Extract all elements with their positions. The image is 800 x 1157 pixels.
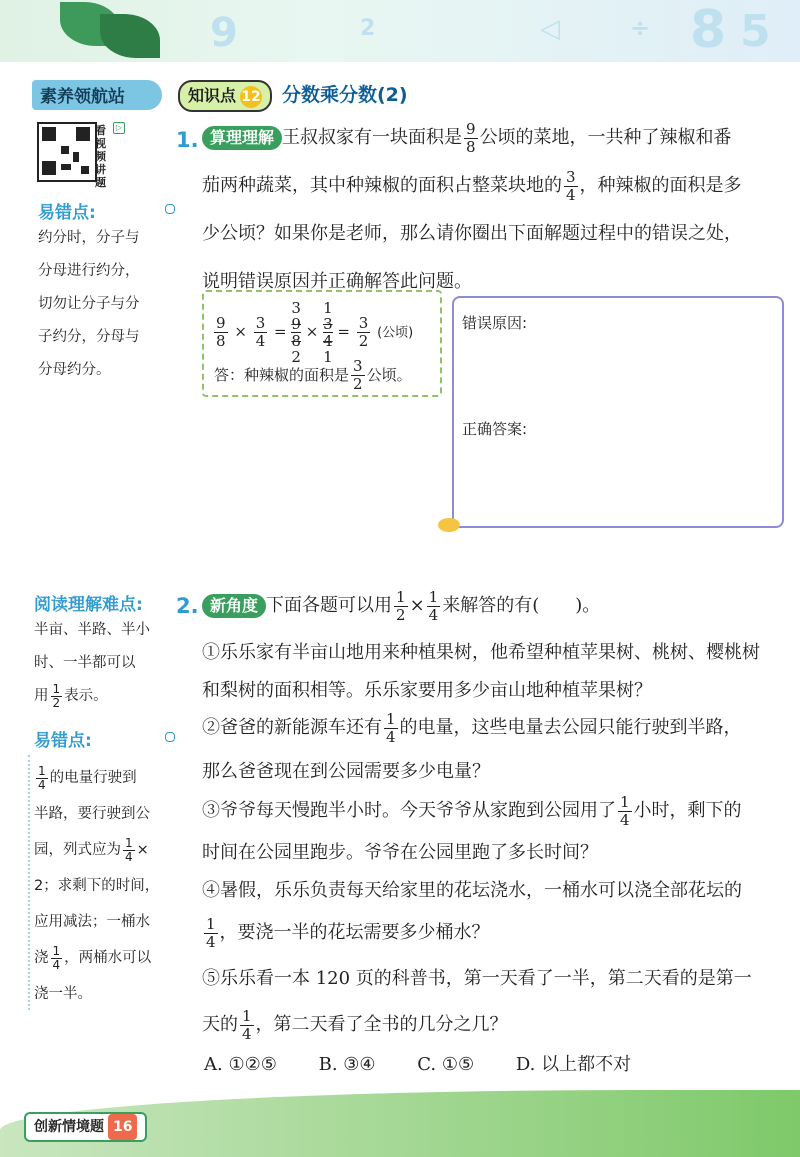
footer-tag xyxy=(24,1112,147,1142)
wrong-solution-equation: $\frac{9}{8}$ × $\frac{3}{4}$ = 3 9 8 2 × 1 3 4 1 = $\frac{3}{2}$ (公顷) xyxy=(216,299,414,366)
question-1-tag: 算理理解 xyxy=(202,126,282,150)
question-2-item-5: ⑤乐乐看一本 120 页的科普书，第一天看了一半，第二天看的是第一 天的 $\frac{1}{4}$ ，第二天看了全书的几分之几？ xyxy=(202,968,752,1043)
question-2-stem: 新角度 下面各题可以用 $\frac{1}{2}$ × $\frac{1}{4}$ 来解答的有( )。 xyxy=(202,584,792,628)
option-a[interactable]: A. ①②⑤ xyxy=(204,1054,277,1075)
option-d[interactable]: D. 以上都不对 xyxy=(515,1054,632,1075)
play-icon: ▷ xyxy=(113,122,125,134)
question-2-tag: 新角度 xyxy=(202,594,266,618)
kp-number: 12 xyxy=(240,86,262,108)
number-decoration: 5 xyxy=(740,6,771,57)
video-label: 看视频讲题 xyxy=(95,124,106,189)
leaf-decoration xyxy=(100,14,160,58)
note1-title: 易错点: xyxy=(38,203,96,223)
qr-code[interactable] xyxy=(37,122,97,182)
option-c[interactable]: C. ①⑤ xyxy=(417,1054,475,1075)
note2-title: 阅读理解难点: xyxy=(34,595,143,615)
correct-answer-label: 正确答案: xyxy=(462,420,528,438)
number-decoration: 9 xyxy=(210,10,238,56)
page-title: 分数乘分数(2) xyxy=(282,84,408,106)
triangle-decoration: ◁ xyxy=(540,14,560,44)
page-number: 16 xyxy=(108,1114,137,1140)
question-2-item-1: ①乐乐家有半亩山地用来种植果树，他希望种植苹果树、桃树、樱桃树 和梨树的面积相等。乐乐家要用多少亩山地种植苹果树？ xyxy=(202,642,760,701)
fish-icon xyxy=(438,518,460,532)
question-2-item-4: ④暑假，乐乐负责每天给家里的花坛浇水，一桶水可以浇全部花坛的 $\frac{1}{4}$ ，要浇一半的花坛需要多少桶水？ xyxy=(202,880,742,951)
question-1-number: 1. xyxy=(176,128,199,152)
note1-body: 约分时，分子与 分母进行约分， 切勿让分子与分 子约分，分母与 分母约分。 xyxy=(38,230,140,378)
footer-label: 创新情境题 xyxy=(34,1119,104,1135)
dot-icon xyxy=(165,732,175,742)
option-b[interactable]: B. ③④ xyxy=(318,1054,376,1075)
number-decoration: 2 xyxy=(360,16,376,41)
answer-options xyxy=(204,1050,631,1076)
wrong-solution-answer: 答：种辣椒的面积是 $\frac{3}{2}$ 公顷。 xyxy=(214,357,412,393)
note3-body: $\frac{1}{4}$ 的电量行驶到 半路，要行驶到公 园，列式应为 $\frac{1}{4}$ × 2；求剩下的时间， 应用减法；一桶水 浇 $\frac{1}{4}$ ，两桶水可以 浇一半。 xyxy=(34,763,160,1002)
dot-icon xyxy=(165,204,175,214)
knowledge-point-badge xyxy=(178,80,272,112)
note2-body: 半亩、半路、半小 时、一半都可以 用 $\frac{1}{2}$ 表示。 xyxy=(34,622,150,710)
divide-decoration: ÷ xyxy=(630,14,651,42)
error-reason-label: 错误原因: xyxy=(462,314,528,332)
top-banner xyxy=(0,0,800,62)
question-2-number: 2. xyxy=(176,594,199,618)
note-divider xyxy=(28,755,30,1010)
question-1-text: 算理理解 王叔叔家有一块面积是 $\frac{9}{8}$ 公顷的菜地，一共种了辣椒和番 茄两种蔬菜，其中种辣椒的面积占整菜块地的 $\frac{3}{4}$ ，种辣椒的面积是多 少公顷？如果你是老师，那么请你圈出下面解题过程中的错误之处， 说明错误原因并正确解答此问题。 xyxy=(202,119,742,292)
kp-label: 知识点 xyxy=(188,86,237,105)
note3-title: 易错点: xyxy=(34,731,92,751)
sidebar-tag-label: 素养领航站 xyxy=(40,87,125,107)
question-2-item-3: ③爷爷每天慢跑半小时。今天爷爷从家跑到公园用了 $\frac{1}{4}$ 小时，剩下的 时间在公园里跑步。爷爷在公园里跑了多长时间？ xyxy=(202,792,742,863)
number-decoration: 8 xyxy=(690,0,727,60)
question-2-item-2: ②爸爸的新能源车还有 $\frac{1}{4}$ 的电量，这些电量去公园只能行驶到半路， 那么爸爸现在到公园需要多少电量？ xyxy=(202,709,742,782)
